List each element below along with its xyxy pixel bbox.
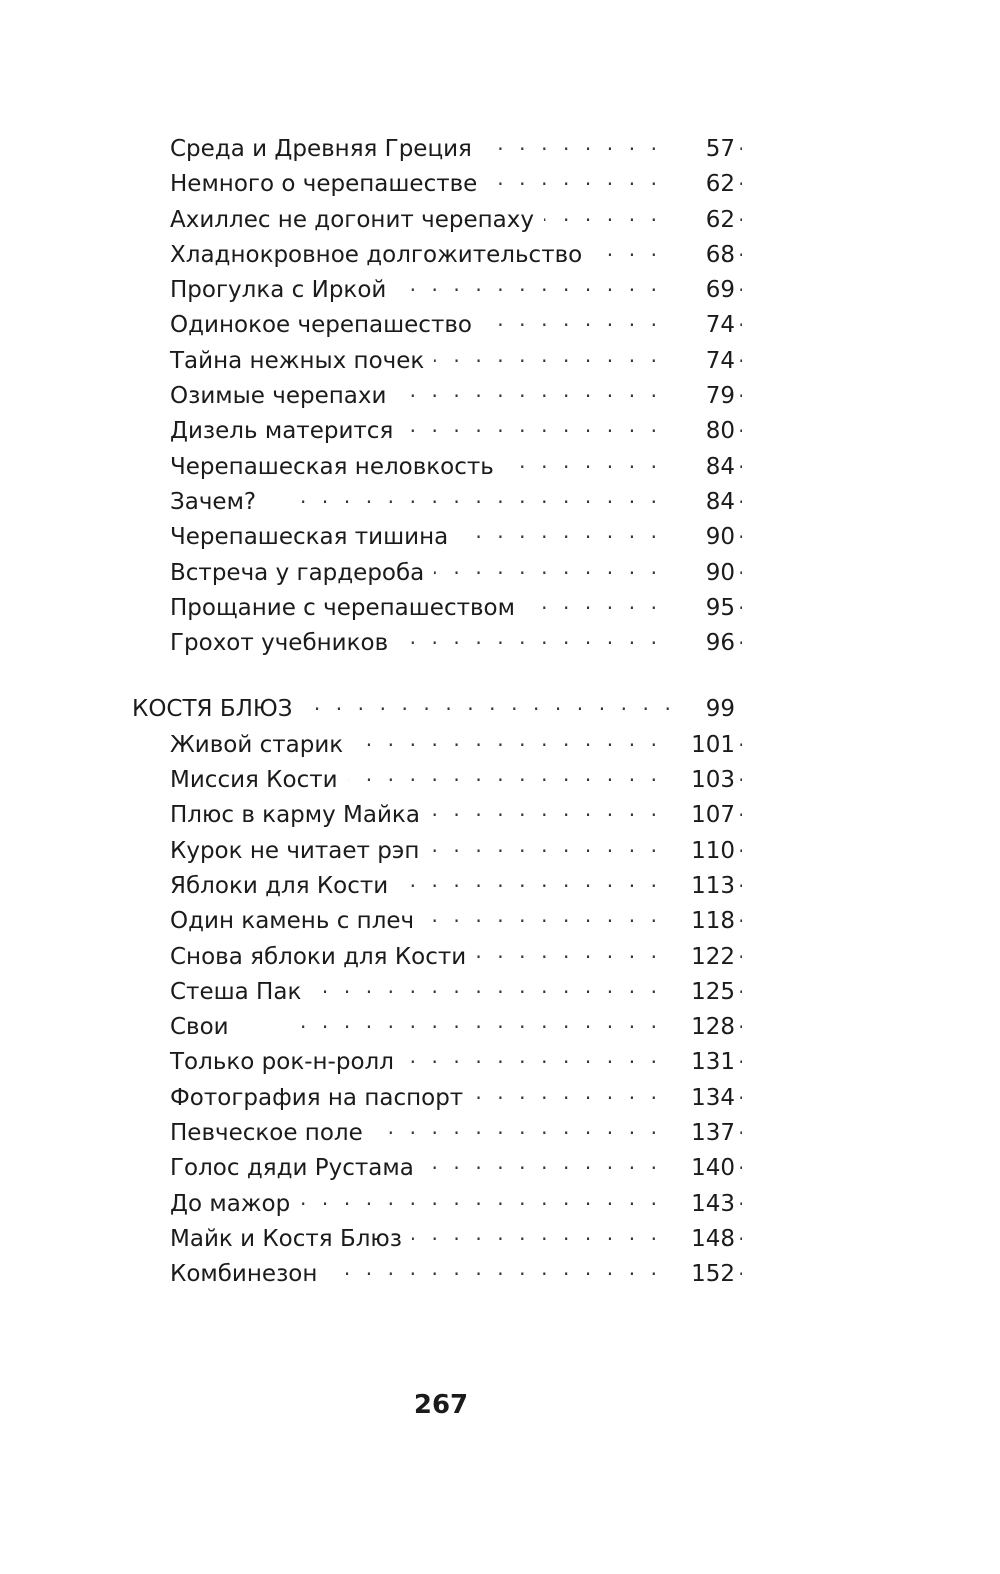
toc-entry-title: Встреча у гардероба — [170, 556, 434, 591]
toc-entry-title: Голос дяди Рустама — [170, 1151, 424, 1186]
toc-entry-title: Одинокое черепашество — [170, 308, 482, 343]
toc-entry — [0, 485, 1000, 520]
toc-entry — [0, 414, 1000, 449]
toc-entry — [0, 975, 1000, 1010]
toc-entry — [0, 1187, 1000, 1222]
toc-entry-title: Немного о черепашестве — [170, 167, 487, 202]
toc-entry-title: КОСТЯ БЛЮЗ — [132, 692, 302, 727]
toc-entry-page-number: 140 — [669, 1151, 735, 1186]
toc-entry — [0, 1257, 1000, 1292]
toc-entry-title: Певческое поле — [170, 1116, 373, 1151]
toc-entry-page-number: 69 — [669, 273, 735, 308]
toc-entry — [0, 1151, 1000, 1186]
toc-entry — [0, 904, 1000, 939]
toc-entry-title: Яблоки для Кости — [170, 869, 398, 904]
toc-entry-page-number: 84 — [669, 450, 735, 485]
toc-entry-title: Один камень с плеч — [170, 904, 424, 939]
toc-entry-page-number: 101 — [669, 728, 735, 763]
page-number: 267 — [413, 1390, 469, 1420]
toc-entry-page-number: 107 — [669, 798, 735, 833]
toc-entry-title: Плюс в карму Майка — [170, 798, 430, 833]
toc-entry-page-number: 152 — [669, 1257, 735, 1292]
toc-entry-page-number: 143 — [669, 1187, 735, 1222]
toc-entry-page-number: 122 — [669, 940, 735, 975]
toc-entry-page-number: 68 — [669, 238, 735, 273]
toc-entry-title: Только рок-н-ролл — [170, 1045, 404, 1080]
toc-entry-page-number: 62 — [669, 167, 735, 202]
toc-entry — [0, 203, 1000, 238]
toc-entry — [0, 520, 1000, 555]
toc-entry — [0, 798, 1000, 833]
toc-entry-title: Черепашеская неловкость — [170, 450, 504, 485]
toc-entry-page-number: 90 — [669, 556, 735, 591]
toc-entry — [0, 167, 1000, 202]
toc-entry-page-number: 80 — [669, 414, 735, 449]
toc-entry — [0, 626, 1000, 661]
toc-entry-page-number: 137 — [669, 1116, 735, 1151]
toc-entry-title: Комбинезон — [170, 1257, 327, 1292]
toc-entry-title: Стеша Пак — [170, 975, 311, 1010]
toc-entry-title: Черепашеская тишина — [170, 520, 458, 555]
toc-entry-page-number: 125 — [669, 975, 735, 1010]
toc-entry-title: До мажор — [170, 1187, 300, 1222]
toc-entry-title: Ахиллес не догонит черепаху — [170, 203, 544, 238]
toc-entry-title: Грохот учебников — [170, 626, 398, 661]
toc-entry-title: Дизель матерится — [170, 414, 403, 449]
table-of-contents — [0, 132, 1000, 1293]
toc-entry — [0, 728, 1000, 763]
toc-entry-page-number: 148 — [669, 1222, 735, 1257]
toc-entry — [0, 450, 1000, 485]
toc-entry-title: Свои — [170, 1010, 239, 1045]
toc-entry — [0, 869, 1000, 904]
toc-entry — [0, 273, 1000, 308]
toc-entry-title: Прощание с черепашеством — [170, 591, 525, 626]
toc-entry — [0, 1045, 1000, 1080]
toc-entry-page-number: 74 — [669, 308, 735, 343]
toc-entry-page-number: 110 — [669, 834, 735, 869]
toc-entry-title: Прогулка с Иркой — [170, 273, 396, 308]
toc-entry — [0, 940, 1000, 975]
toc-entry-title: Озимые черепахи — [170, 379, 396, 414]
toc-entry-title: Майк и Костя Блюз — [170, 1222, 412, 1257]
toc-entry-page-number: 134 — [669, 1081, 735, 1116]
toc-part-entry — [0, 692, 1000, 727]
toc-entry — [0, 379, 1000, 414]
toc-entry — [0, 1116, 1000, 1151]
toc-entry — [0, 308, 1000, 343]
toc-entry-page-number: 99 — [669, 692, 735, 727]
toc-entry — [0, 344, 1000, 379]
toc-entry-title: Фотография на паспорт — [170, 1081, 473, 1116]
toc-entry-page-number: 74 — [669, 344, 735, 379]
toc-entry — [0, 1222, 1000, 1257]
toc-entry-page-number: 84 — [669, 485, 735, 520]
toc-entry-title: Хладнокровное долгожительство — [170, 238, 592, 273]
toc-entry-page-number: 118 — [669, 904, 735, 939]
toc-entry-title: Миссия Кости — [170, 763, 348, 798]
toc-entry — [0, 1010, 1000, 1045]
toc-entry-title: Зачем? — [170, 485, 266, 520]
toc-entry-title: Тайна нежных почек — [170, 344, 434, 379]
toc-entry — [0, 834, 1000, 869]
toc-entry — [0, 1081, 1000, 1116]
toc-entry-page-number: 57 — [669, 132, 735, 167]
toc-entry — [0, 763, 1000, 798]
toc-entry-page-number: 96 — [669, 626, 735, 661]
toc-entry — [0, 556, 1000, 591]
toc-entry-title: Снова яблоки для Кости — [170, 940, 476, 975]
toc-entry-title: Среда и Древняя Греция — [170, 132, 482, 167]
toc-entry-title: Живой старик — [170, 728, 353, 763]
toc-entry-page-number: 62 — [669, 203, 735, 238]
toc-entry-page-number: 95 — [669, 591, 735, 626]
toc-entry-title: Курок не читает рэп — [170, 834, 429, 869]
toc-entry-page-number: 113 — [669, 869, 735, 904]
toc-entry-page-number: 90 — [669, 520, 735, 555]
toc-entry-page-number: 128 — [669, 1010, 735, 1045]
toc-entry — [0, 238, 1000, 273]
toc-entry-page-number: 103 — [669, 763, 735, 798]
toc-entry-page-number: 79 — [669, 379, 735, 414]
toc-entry-page-number: 131 — [669, 1045, 735, 1080]
toc-entry — [0, 132, 1000, 167]
toc-entry — [0, 591, 1000, 626]
